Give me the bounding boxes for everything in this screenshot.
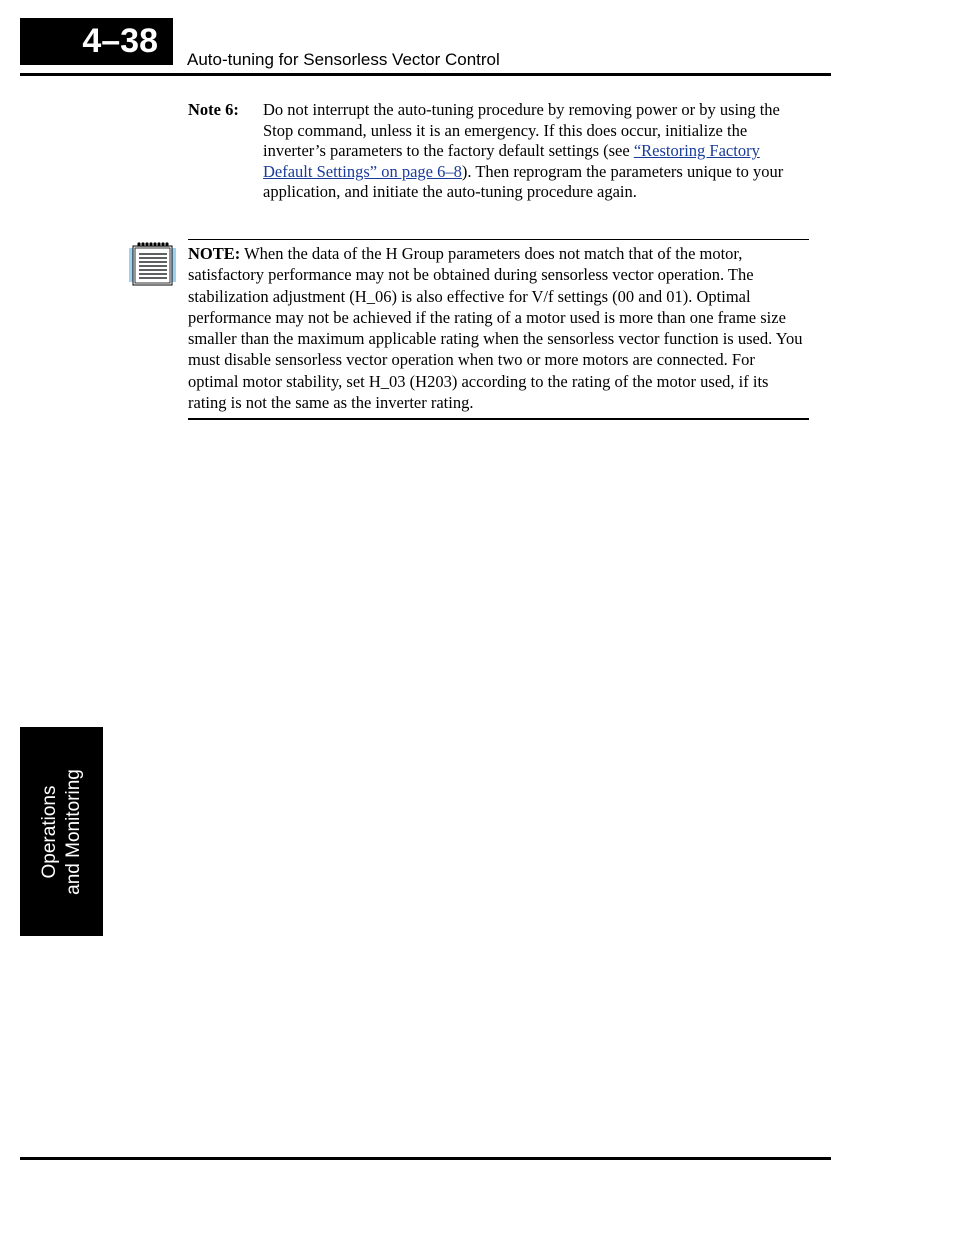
notepad-icon bbox=[129, 238, 177, 288]
side-tab-line-1: Operations bbox=[38, 785, 60, 878]
note-6 bbox=[188, 100, 810, 203]
note-6-label: Note 6: bbox=[188, 100, 239, 119]
side-tab bbox=[20, 727, 103, 936]
note-6-text-before-link: Do not interrupt the auto-tuning procedure by removing power or by using the Stop command, unless it is an emergency. If this does occur, initialize the inverter’s parameters to the factory default settings (see bbox=[263, 100, 780, 160]
section-title: Auto-tuning for Sensorless Vector Control bbox=[187, 50, 500, 69]
note-text: When the data of the H Group parameters does not match that of the motor, satisfactory performance may not be obtained during sensorless vector operation. The stabilization adjustment (H_06) is also effective for V/f settings (00 and 01). Optimal performance may not be achieved if the rating of a motor used is more than one frame size smaller than the maximum applicable rating when the sensorless vector function is used. You must disable sensorless vector operation when two or more motors are connected. For optimal motor stability, set H_03 (H203) according to the rating of the motor used, if its rating is not the same as the inverter rating. bbox=[188, 244, 803, 413]
side-tab-line-2: and Monitoring bbox=[62, 768, 84, 895]
footer-rule bbox=[20, 1157, 831, 1160]
restoring-factory-defaults-link[interactable]: “Restoring Factory Default Settings” on page 6–8 bbox=[263, 141, 760, 181]
header-rule bbox=[20, 73, 831, 76]
note-box bbox=[188, 239, 809, 420]
page-number: 4–38 bbox=[20, 18, 173, 65]
note-6-body bbox=[263, 100, 810, 203]
note-6-text-after-link: ). Then reprogram the parameters unique to your application, and initiate the auto-tuning procedure again. bbox=[263, 161, 784, 201]
side-tab-label bbox=[38, 769, 86, 895]
note-label: NOTE: bbox=[188, 244, 241, 263]
